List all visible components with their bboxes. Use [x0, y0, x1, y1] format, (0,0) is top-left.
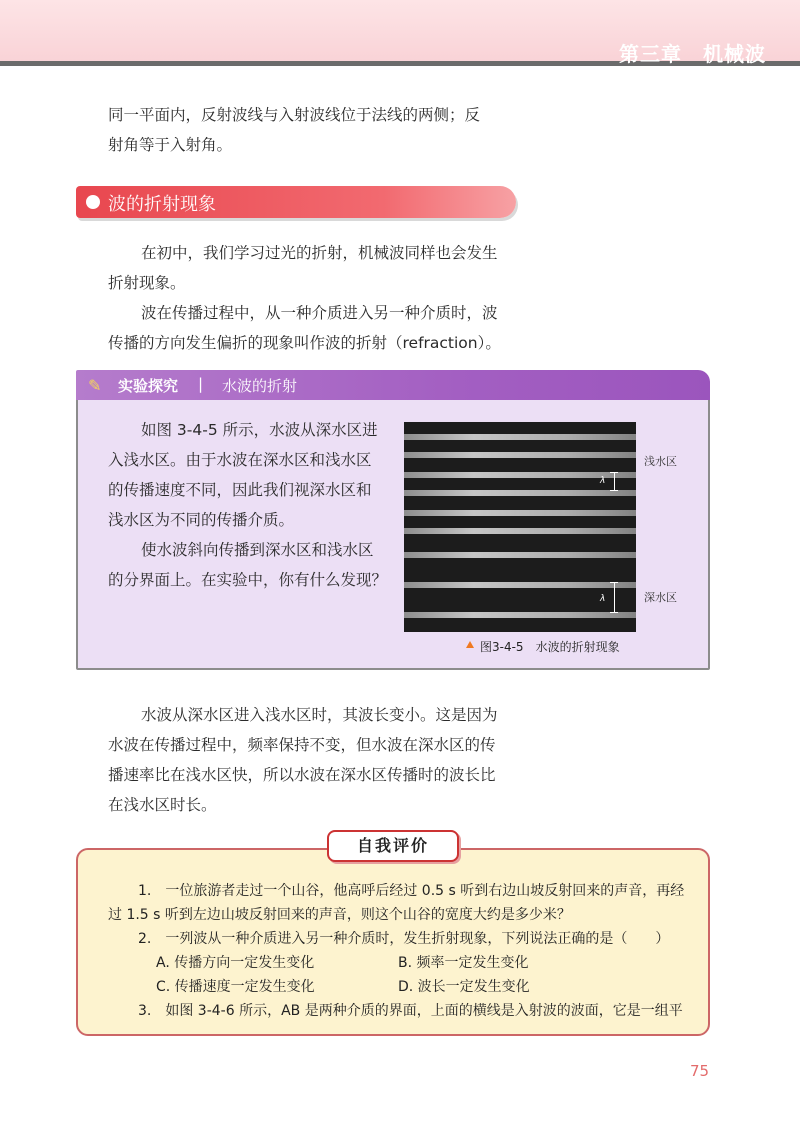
experiment-header	[76, 370, 710, 400]
question-1-line-1: 1. 一位旅游者走过一个山谷，他高呼后经过 0.5 s 听到右边山坡反射回来的声音，再经	[138, 883, 685, 899]
experiment-line-6: 的分界面上。在实验中，你有什么发现？	[108, 571, 388, 589]
experiment-text	[108, 415, 398, 595]
experiment-line-5: 使水波斜向传播到深水区和浅水区	[141, 541, 374, 559]
intro-paragraph	[108, 100, 523, 160]
shallow-zone-label: 浅水区	[644, 455, 677, 468]
chapter-header	[0, 0, 800, 66]
caption-triangle-icon	[466, 641, 474, 648]
page-number: 75	[690, 1062, 710, 1080]
option-d: D. 波长一定发生变化	[398, 979, 530, 995]
experiment-label: 实验探究	[118, 377, 179, 395]
experiment-title: 水波的折射	[222, 377, 298, 395]
intro-line-2: 射角等于入射角。	[108, 136, 233, 154]
conclusion-paragraph	[108, 700, 523, 820]
intro-line-1: 同一平面内，反射波线与入射波线位于法线的两侧；反	[108, 106, 481, 124]
experiment-line-2: 入浅水区。由于水波在深水区和浅水区	[108, 451, 372, 469]
water-wave-photo	[404, 422, 636, 632]
option-b: B. 频率一定发生变化	[398, 955, 529, 971]
body1-line-2: 折射现象。	[108, 274, 186, 292]
body1-line-3: 波在传播过程中，从一种介质进入另一种介质时，波	[141, 304, 498, 322]
option-c: C. 传播速度一定发生变化	[156, 979, 315, 995]
pen-icon: ✎	[88, 376, 102, 395]
chapter-title: 第三章 机械波	[619, 42, 766, 66]
lambda-shallow: λ	[600, 476, 606, 486]
body2-line-2: 水波在传播过程中，频率保持不变，但水波在深水区的传	[108, 736, 496, 754]
question-3: 3. 如图 3-4-6 所示，AB 是两种介质的界面，上面的横线是入射波的波面，它是一组平	[138, 1003, 683, 1019]
body2-line-1: 水波从深水区进入浅水区时，其波长变小。这是因为	[141, 706, 498, 724]
self-evaluation-tag: 自我评价	[327, 830, 459, 862]
body1-line-4: 传播的方向发生偏折的现象叫作波的折射（refraction）。	[108, 334, 501, 352]
section-heading-bar	[76, 186, 516, 218]
experiment-line-3: 的传播速度不同，因此我们视深水区和	[108, 481, 372, 499]
figure-caption: 图3-4-5 水波的折射现象	[480, 640, 620, 654]
lambda-deep: λ	[600, 594, 606, 604]
section-title: 波的折射现象	[108, 194, 216, 215]
bullet-dot-icon	[86, 195, 100, 209]
experiment-line-1: 如图 3-4-5 所示，水波从深水区进	[141, 421, 378, 439]
option-a: A. 传播方向一定发生变化	[156, 955, 315, 971]
experiment-separator: |	[198, 375, 204, 393]
body1-line-1: 在初中，我们学习过光的折射，机械波同样也会发生	[141, 244, 498, 262]
experiment-line-4: 浅水区为不同的传播介质。	[108, 511, 295, 529]
question-1-line-2: 过 1.5 s 听到左边山坡反射回来的声音，则这个山谷的宽度大约是多少米？	[108, 907, 571, 923]
body2-line-4: 在浅水区时长。	[108, 796, 217, 814]
refraction-intro-paragraph	[108, 238, 523, 358]
question-2: 2. 一列波从一种介质进入另一种介质时，发生折射现象，下列说法正确的是（ ）	[138, 931, 670, 947]
body2-line-3: 播速率比在浅水区快，所以水波在深水区传播时的波长比	[108, 766, 496, 784]
deep-zone-label: 深水区	[644, 591, 677, 604]
